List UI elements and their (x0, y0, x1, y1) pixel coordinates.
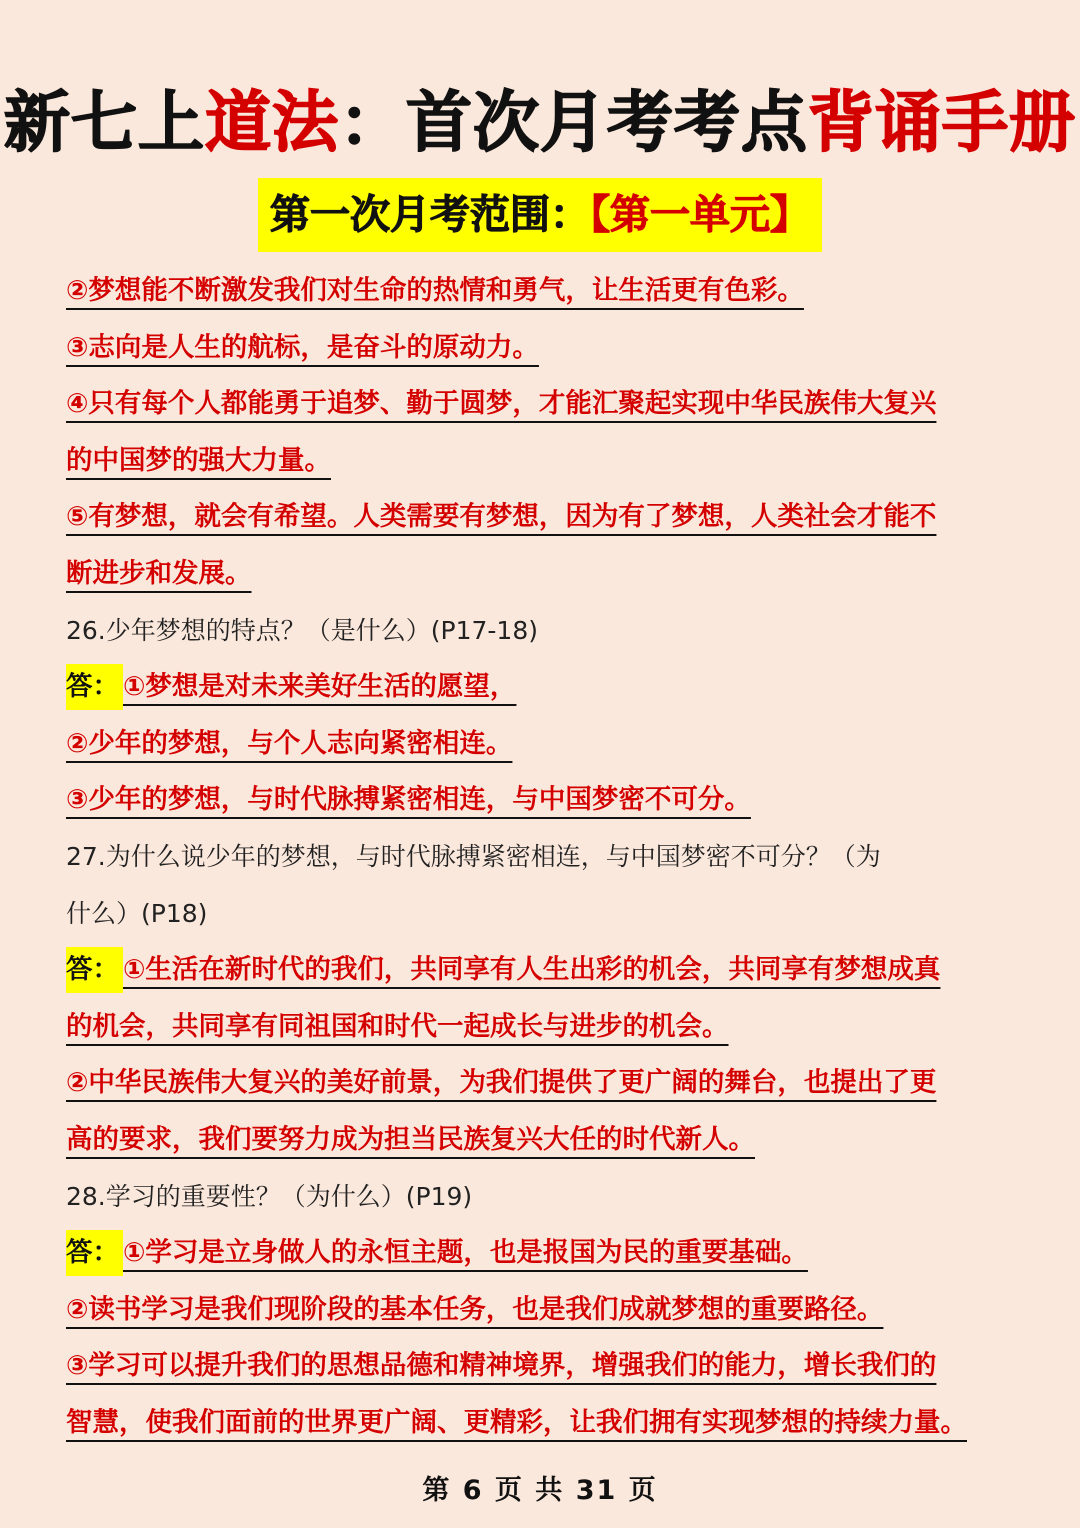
subtitle-part1: 第一次月考范围： (270, 192, 590, 238)
answer-line (66, 942, 1026, 999)
answer-line (66, 489, 1026, 546)
answer-line (66, 1055, 1026, 1112)
answer-line (66, 999, 1026, 1056)
answer-text: ⑤有梦想，就会有希望。人类需要有梦想，因为有了梦想，人类社会才能不 (66, 501, 937, 533)
answer-line (66, 546, 1026, 603)
answer-text: ①梦想是对未来美好生活的愿望， (123, 671, 517, 703)
title-part3: ：首次月考考点 (339, 84, 808, 161)
question-line (66, 603, 1026, 660)
answer-text: 断进步和发展。 (66, 557, 252, 589)
question-text: 26.少年梦想的特点？（是什么）(P17-18) (66, 615, 538, 645)
title-part1: 新七上 (4, 84, 205, 161)
answer-line (66, 1395, 1026, 1452)
answer-text: ②少年的梦想，与个人志向紧密相连。 (66, 727, 513, 759)
answer-text: ②梦想能不断激发我们对生命的热情和勇气，让生活更有色彩。 (66, 275, 804, 306)
question-text: 27.为什么说少年的梦想，与时代脉搏紧密相连，与中国梦密不可分？（为 (66, 841, 881, 871)
answer-text: 智慧，使我们面前的世界更广阔、更精彩，让我们拥有实现梦想的持续力量。 (66, 1406, 967, 1438)
answer-line (66, 320, 1026, 377)
question-text: 28.学习的重要性？（为什么）(P19) (66, 1181, 473, 1211)
content-body (66, 263, 1026, 1451)
answer-line (66, 1225, 1026, 1282)
subtitle (258, 178, 822, 252)
answer-line (66, 716, 1026, 773)
question-line (66, 1169, 1026, 1226)
answer-line (66, 376, 1026, 433)
answer-text: 高的要求，我们要努力成为担当民族复兴大任的时代新人。 (66, 1123, 755, 1155)
answer-line (66, 1282, 1026, 1339)
answer-line (66, 1112, 1026, 1169)
answer-text: 的机会，共同享有同祖国和时代一起成长与进步的机会。 (66, 1010, 729, 1042)
answer-text: ③少年的梦想，与时代脉搏紧密相连，与中国梦密不可分。 (66, 784, 751, 816)
answer-line (66, 659, 1026, 716)
subtitle-part2: 【第一单元】 (590, 192, 810, 238)
answer-label: 答： (66, 947, 123, 993)
answer-line (66, 433, 1026, 490)
answer-line (66, 263, 1026, 320)
answer-text: ③学习可以提升我们的思想品德和精神境界，增强我们的能力，增长我们的 (66, 1350, 937, 1382)
answer-label: 答： (66, 1230, 123, 1276)
answer-text: ②读书学习是我们现阶段的基本任务，也是我们成就梦想的重要路径。 (66, 1293, 884, 1325)
answer-text: 的中国梦的强大力量。 (66, 444, 331, 476)
answer-text: ②中华民族伟大复兴的美好前景，为我们提供了更广阔的舞台，也提出了更 (66, 1067, 937, 1099)
question-line (66, 886, 1026, 943)
answer-line (66, 1338, 1026, 1395)
answer-text: ③志向是人生的航标，是奋斗的原动力。 (66, 331, 539, 363)
question-text: 什么）(P18) (66, 898, 208, 928)
title-part2: 道法 (205, 84, 339, 161)
answer-text: ①生活在新时代的我们，共同享有人生出彩的机会，共同享有梦想成真 (123, 954, 941, 986)
page-title (0, 78, 1080, 168)
answer-label: 答： (66, 664, 123, 710)
answer-text: ④只有每个人都能勇于追梦、勤于圆梦，才能汇聚起实现中华民族伟大复兴 (66, 388, 937, 420)
answer-text: ①学习是立身做人的永恒主题，也是报国为民的重要基础。 (123, 1237, 808, 1269)
page-number: 第 6 页 共 31 页 (422, 1475, 658, 1506)
answer-line (66, 772, 1026, 829)
title-part4: 背诵手册 (808, 84, 1076, 161)
subtitle-banner (0, 178, 1080, 252)
question-line (66, 829, 1026, 886)
